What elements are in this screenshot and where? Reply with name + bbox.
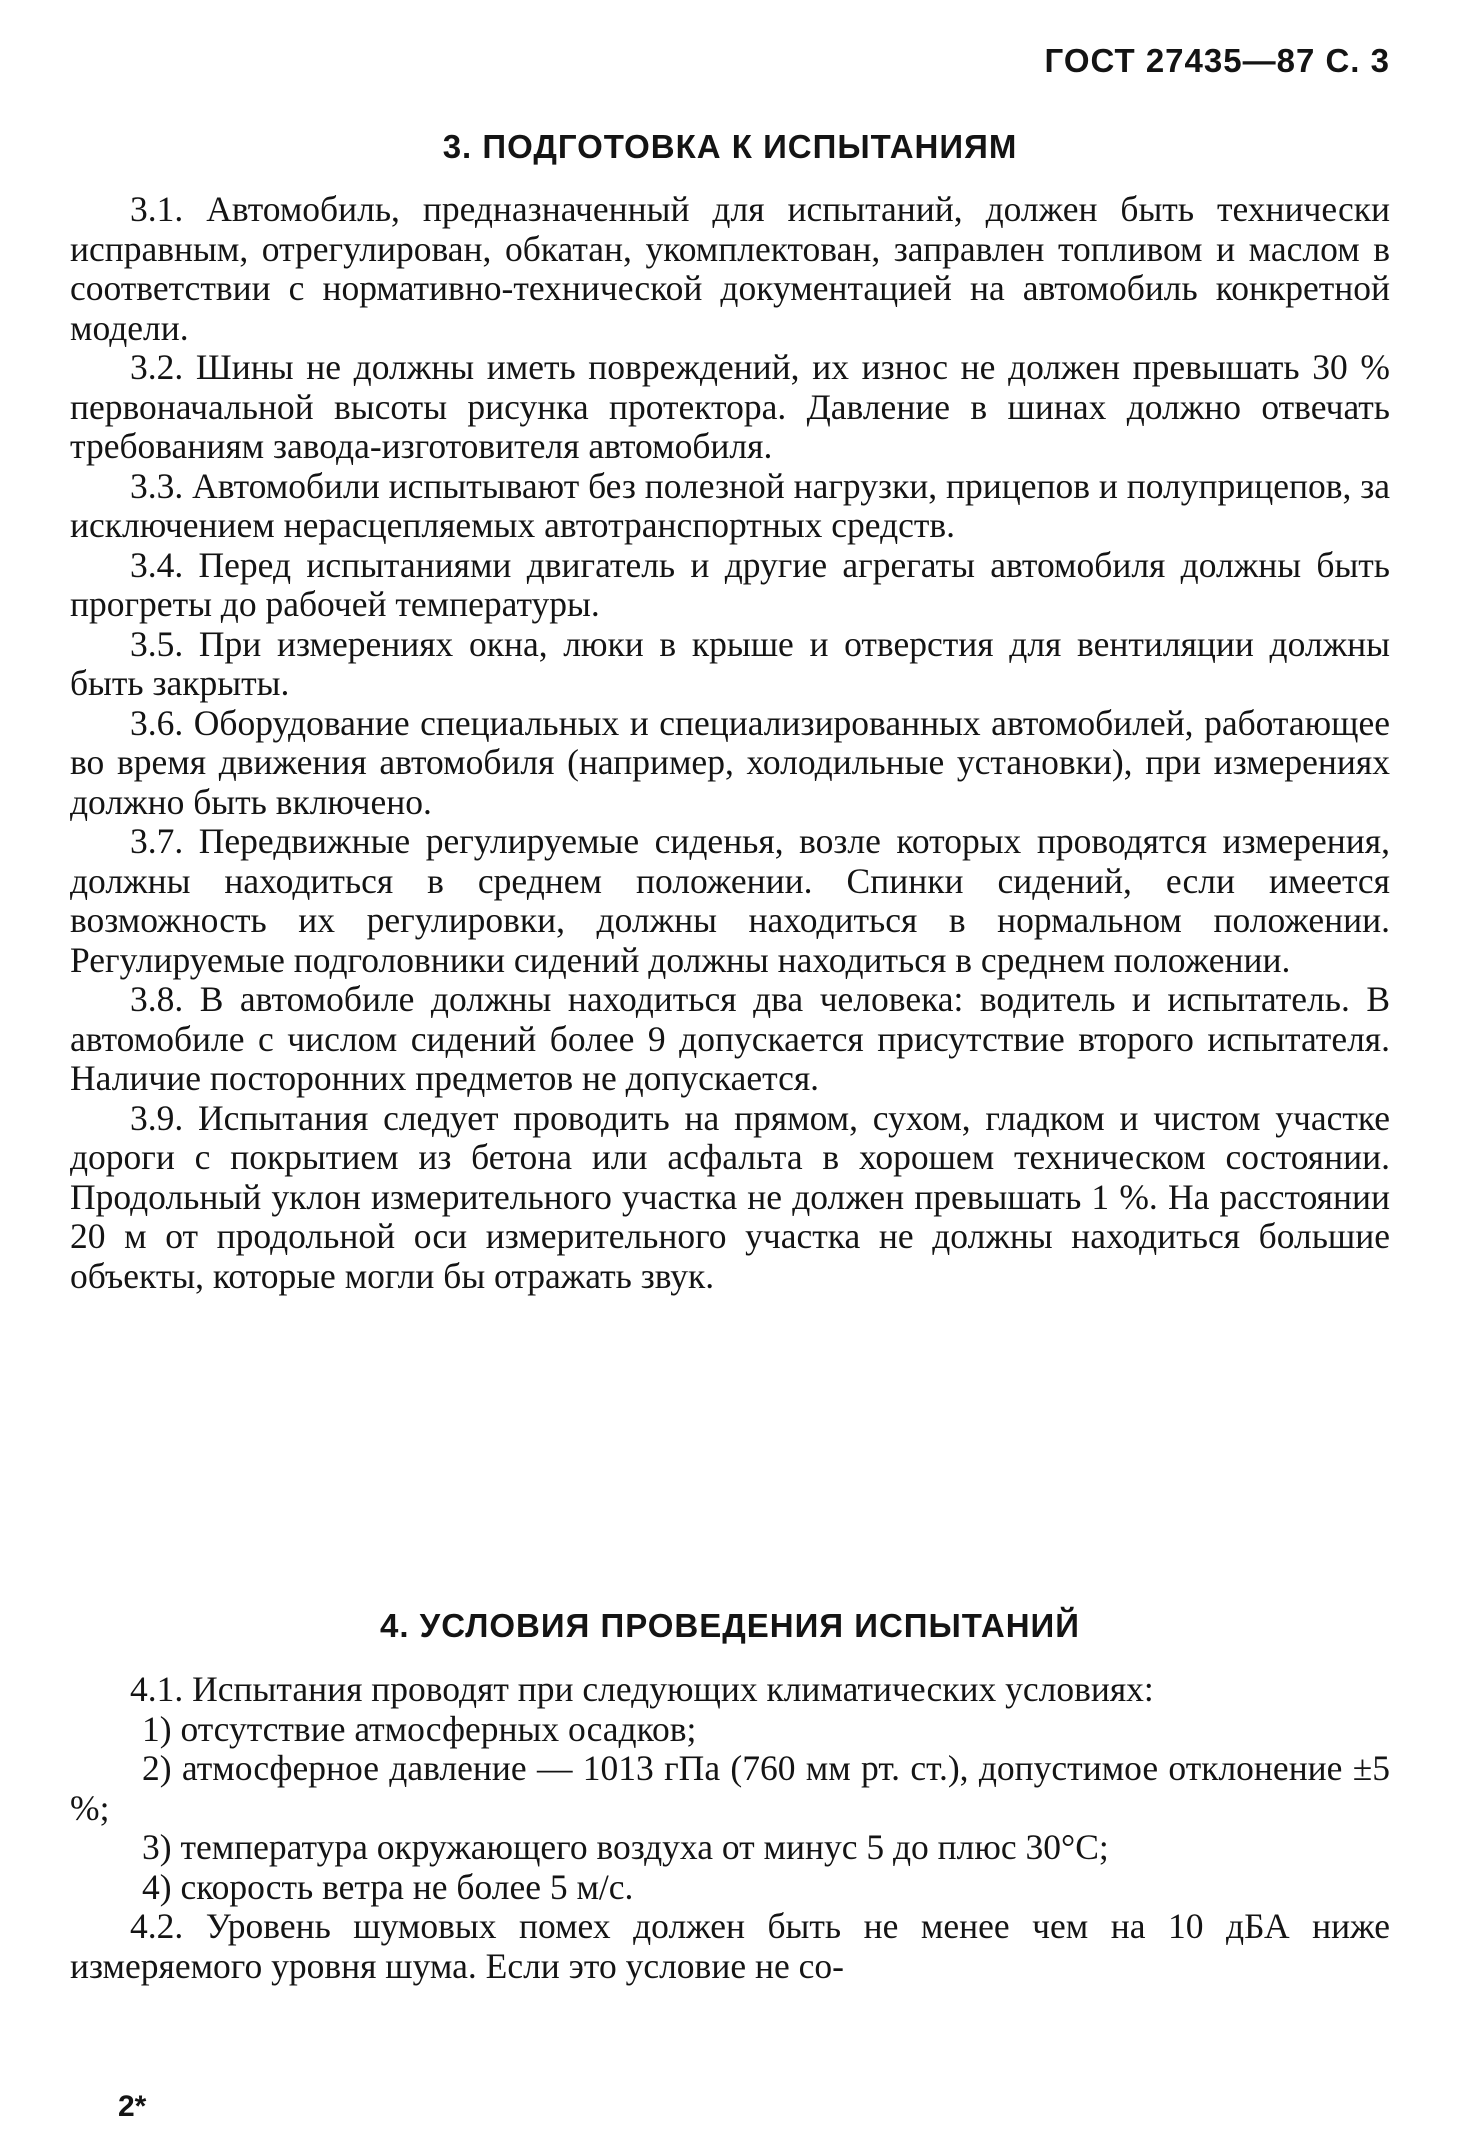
- section-3-body: [70, 190, 1390, 1296]
- paragraph-4-2: 4.2. Уровень шумовых помех должен быть не менее чем на 10 дБА ниже измеряемого уровня шума. Если это условие не со-: [70, 1906, 1390, 1986]
- list-item: 4) скорость ветра не более 5 м/с.: [142, 1866, 634, 1907]
- signature-mark: 2*: [118, 2090, 147, 2123]
- section-3-title: 3. ПОДГОТОВКА К ИСПЫТАНИЯМ: [442, 128, 1018, 165]
- paragraph-4-1: 4.1. Испытания проводят при следующих климатических условиях:: [130, 1669, 1154, 1709]
- list-item: 1) отсутствие атмосферных осадков;: [142, 1708, 697, 1749]
- section-4-title: 4. УСЛОВИЯ ПРОВЕДЕНИЯ ИСПЫТАНИЙ: [379, 1607, 1080, 1644]
- paragraph-3-4: 3.4. Перед испытаниями двигатель и другие агрегаты автомобиля должны быть прогреты до рабочей температуры.: [70, 544, 1390, 624]
- paragraph-3-5: 3.5. При измерениях окна, люки в крыше и отверстия для вентиляции должны быть закрыты.: [70, 623, 1390, 703]
- paragraph-3-6: 3.6. Оборудование специальных и специализированных автомобилей, работающее во время движения автомобиля (например, холодильные установки), при измерениях должно быть включено.: [70, 702, 1390, 822]
- paragraph-3-1: 3.1. Автомобиль, предназначенный для испытаний, должен быть технически исправным, отрегулирован, обкатан, укомплектован, заправлен топливом и маслом в соответствии с нормативно-технической документацией на автомобиль конкретной модели.: [70, 189, 1390, 348]
- paragraph-3-7: 3.7. Передвижные регулируемые сиденья, возле которых проводятся измерения, должны находиться в среднем положении. Спинки сидений, если имеется возможность их регулировки, должны находиться в нормальном положении. Регулируемые подголовники сидений должны находиться в среднем положении.: [70, 821, 1390, 980]
- document-page: [70, 30, 1390, 2140]
- page-header: ГОСТ 27435—87 С. 3: [1044, 42, 1390, 79]
- paragraph-3-8: 3.8. В автомобиле должны находиться два человека: водитель и испытатель. В автомобиле с числом сидений более 9 допускается присутствие второго испытателя. Наличие посторонних предметов не допускается.: [70, 979, 1390, 1098]
- list-item: 2) атмосферное давление — 1013 гПа (760 мм рт. ст.), допустимое отклонение ±5 %;: [70, 1748, 1390, 1828]
- section-4-body: [70, 1670, 1390, 1986]
- paragraph-3-2: 3.2. Шины не должны иметь повреждений, их износ не должен превышать 30 % первоначальной высоты рисунка протектора. Давление в шинах должно отвечать требованиям завода-изготовителя автомобиля.: [70, 347, 1390, 466]
- paragraph-3-3: 3.3. Автомобили испытывают без полезной нагрузки, прицепов и полуприцепов, за исключением нерасцепляемых автотранспортных средств.: [70, 465, 1391, 545]
- paragraph-3-9: 3.9. Испытания следует проводить на прямом, сухом, гладком и чистом участке дороги с покрытием из бетона или асфальта в хорошем техническом состоянии. Продольный уклон измерительного участка не должен превышать 1 %. На расстоянии 20 м от продольной оси измерительного участка не должны находиться большие объекты, которые могли бы отражать звук.: [70, 1097, 1390, 1296]
- list-item: 3) температура окружающего воздуха от минус 5 до плюс 30°С;: [142, 1827, 1109, 1867]
